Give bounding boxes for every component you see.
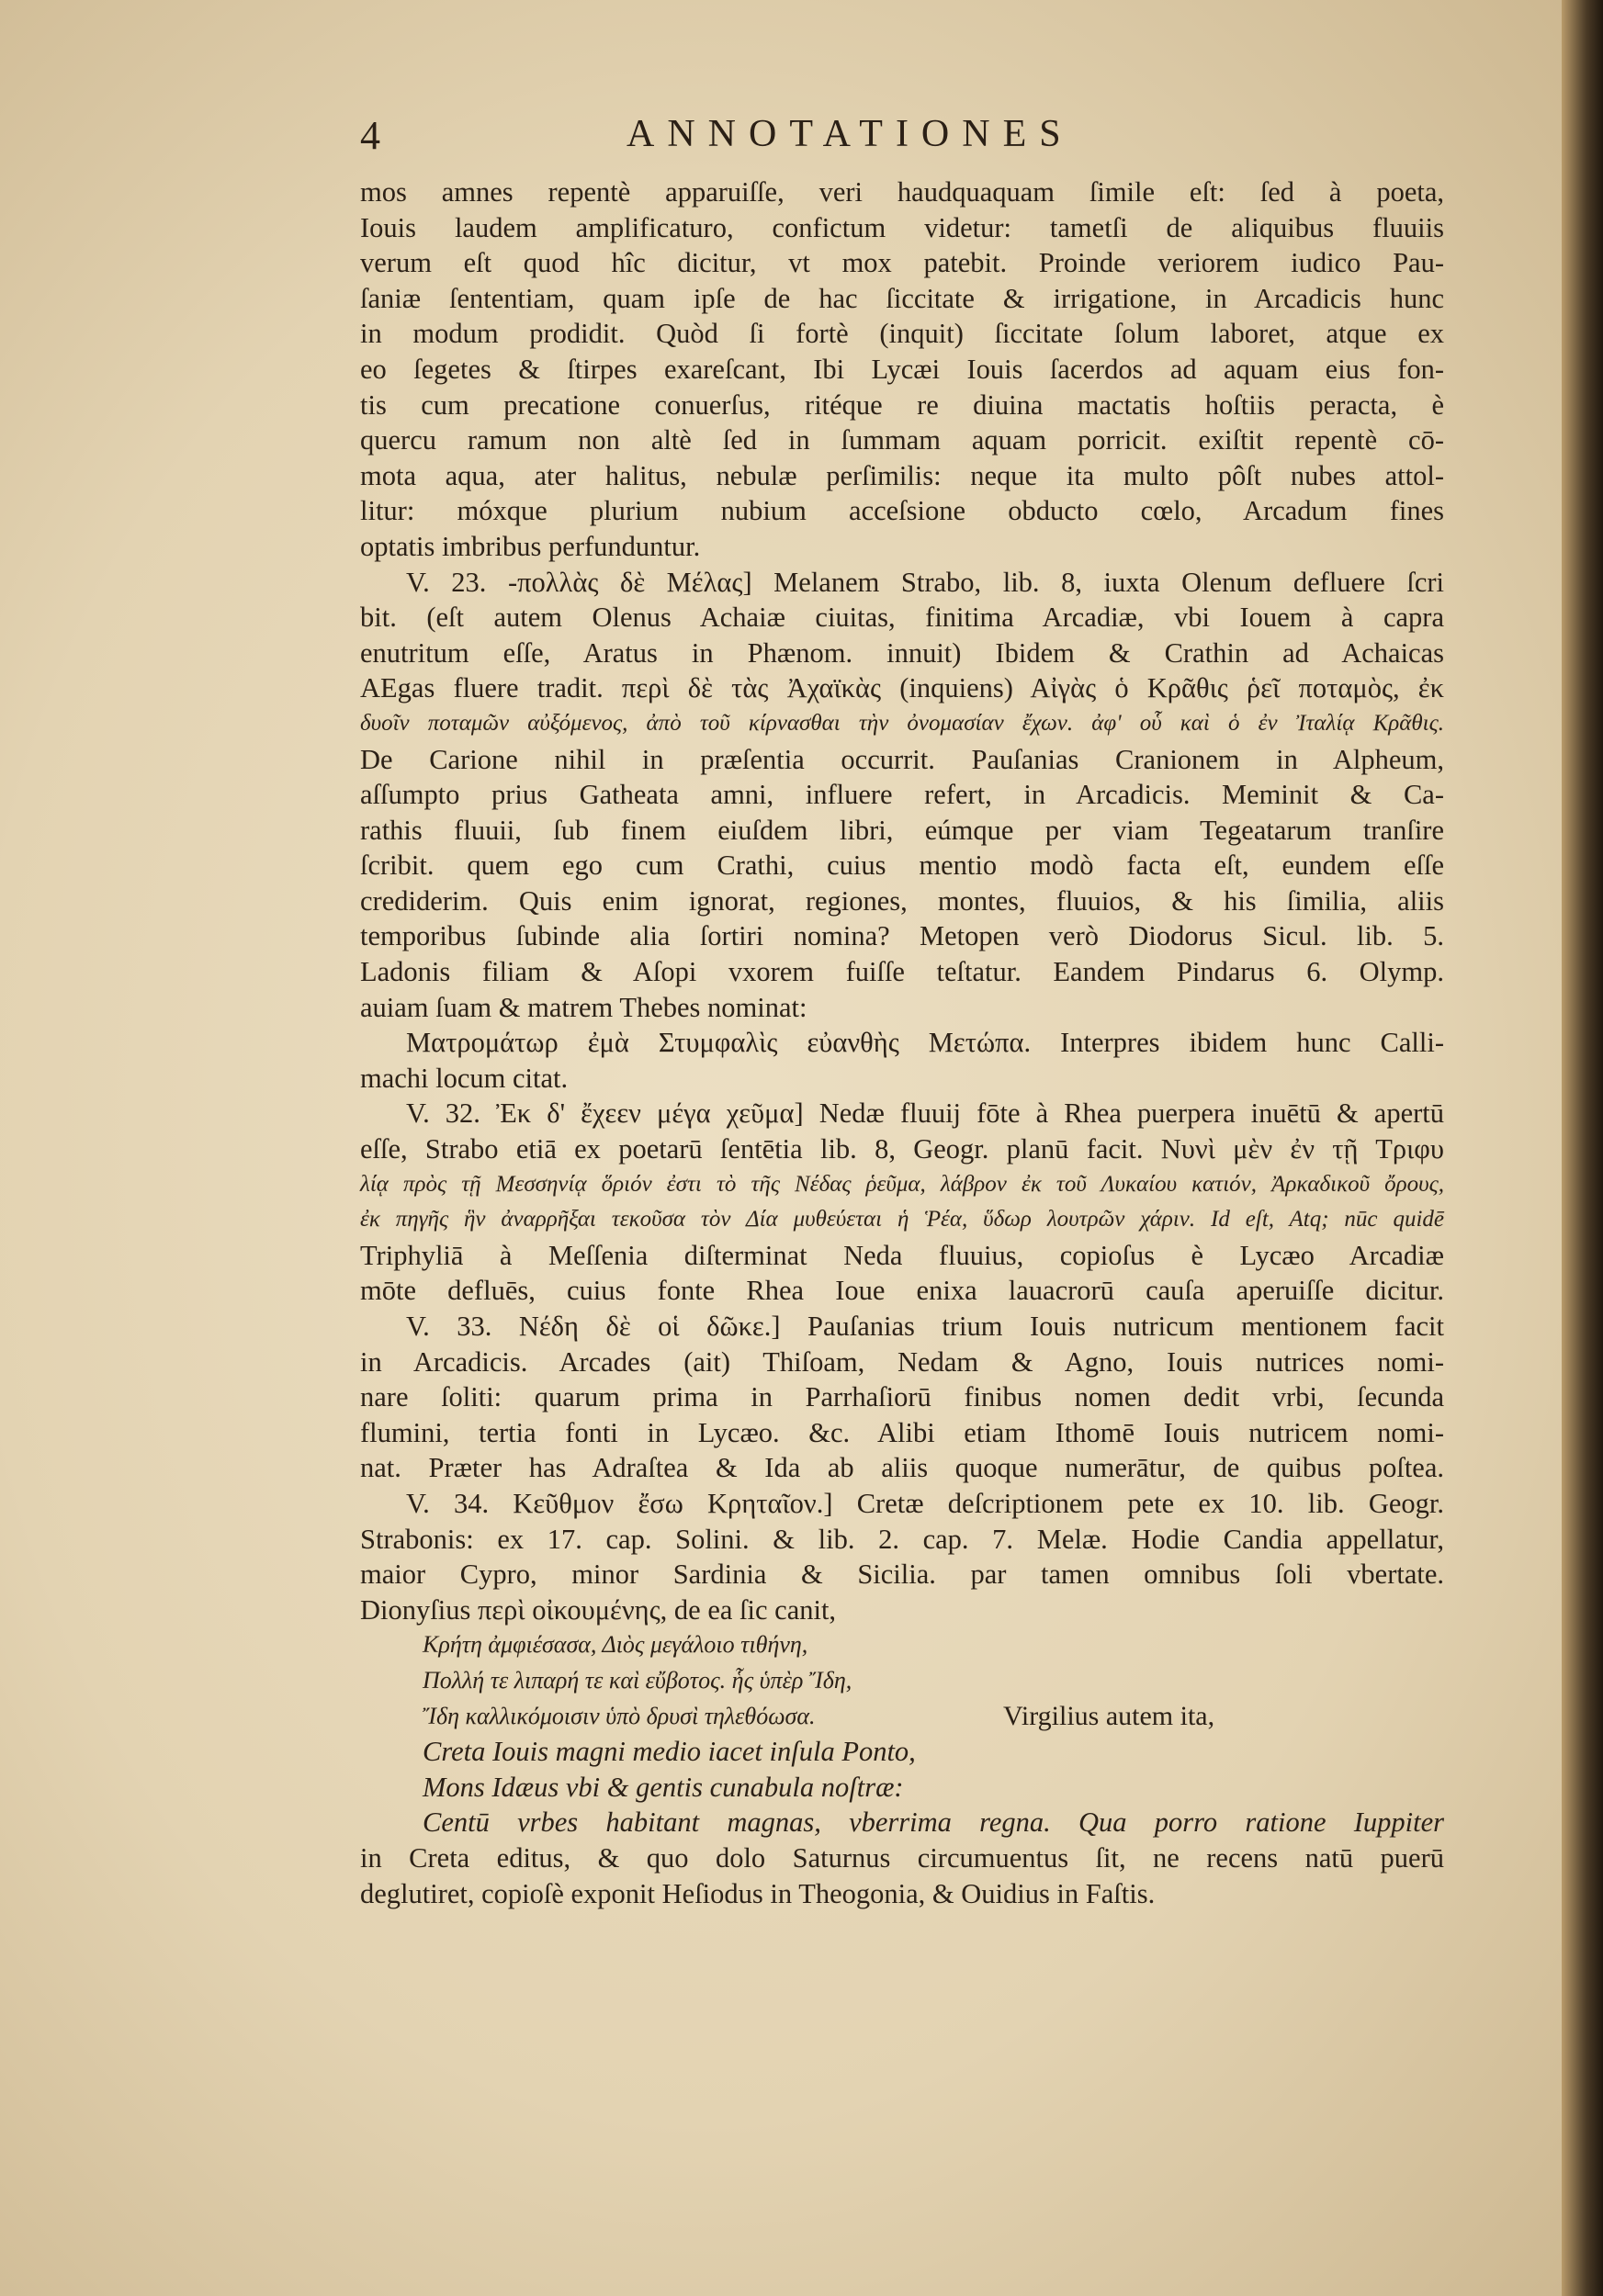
text-line: tis cum precatione conuerſus, ritéque re diuina mactatis hoſtiis peracta, è bbox=[360, 388, 1444, 421]
text-line: quercu ramum non altè ſed in ſummam aquam porricit. exiſtit repentè cō- bbox=[360, 424, 1444, 456]
text-line: De Carione nihil in præſentia occurrit. Pauſanias Cranionem in Alpheum, bbox=[360, 743, 1444, 775]
text-line: eſſe, Strabo etiā ex poetarū ſentētia lib. 8, Geogr. planū facit. Νυνὶ μὲν ἐν τῇ Τριφυ bbox=[360, 1133, 1444, 1165]
text-line: V. 23. -πολλὰς δὲ Μέλας] Melanem Strabo, lib. 8, iuxta Olenum defluere ſcri bbox=[406, 566, 1444, 598]
text-line: rathis fluuii, ſub finem eiuſdem libri, eúmque per viam Tegeatarum tranſire bbox=[360, 814, 1444, 846]
text-line: optatis imbribus perfunduntur. bbox=[360, 530, 701, 562]
text-line: aſſumpto prius Gatheata amni, influere refert, in Arcadicis. Meminit & Ca- bbox=[360, 779, 1444, 811]
text-line: nare ſoliti: quarum prima in Parrhaſiorū finibus nomen dedit vrbi, ſecunda bbox=[360, 1381, 1444, 1413]
text-line: mos amnes repentè apparuiſſe, veri haudquaquam ſimile eſt: ſed à poeta, bbox=[360, 176, 1444, 208]
running-title: ANNOTATIONES bbox=[627, 113, 1074, 155]
latin-verse-line: Mons Idæus vbi & gentis cunabula noſtræ: bbox=[423, 1771, 904, 1803]
text-line: in modum prodidit. Quòd ſi fortè (inquit) ſiccitate ſolum laboret, atque ex bbox=[360, 318, 1444, 350]
text-line: ſaniæ ſententiam, quam ipſe de hac ſiccitate & irrigatione, in Arcadicis hunc bbox=[360, 282, 1444, 314]
text-line: Triphyliā à Meſſenia diſterminat Neda fluuius, copioſus è Lycæo Arcadiæ bbox=[360, 1239, 1444, 1271]
greek-verse-text: Ἴδη καλλικόμοισιν ὑπὸ δρυσὶ τηλεθόωσα. bbox=[423, 1702, 816, 1729]
text-line: maior Cypro, minor Sardinia & Sicilia. par tamen omnibus ſoli vbertate. bbox=[360, 1559, 1444, 1591]
verse-intro-text: Virgilius autem ita, bbox=[1003, 1700, 1215, 1731]
book-gutter bbox=[1562, 0, 1603, 2296]
page-header bbox=[360, 112, 1279, 167]
page-body bbox=[360, 174, 1444, 1911]
text-line: Iouis laudem amplificaturo, confictum videtur: tametſi de aliquibus fluuiis bbox=[360, 211, 1444, 243]
text-line: V. 33. Νέδη δὲ οἱ δῶκε.] Pauſanias trium Iouis nutricum mentionem facit bbox=[406, 1311, 1444, 1342]
greek-verse-line: Πολλή τε λιπαρή τε καὶ εὔβοτος. ἧς ὑπὲρ Ἴδη, bbox=[423, 1666, 852, 1694]
greek-verse-line bbox=[360, 1699, 1444, 1735]
greek-line: ἐκ πηγῆς ἣν ἀναρρῆξαι τεκοῦσα τὸν Δία μυθεύεται ἡ Ῥέα, ὕδωρ λουτρῶν χάριν. Id eſt, Atq; nūc quidē bbox=[360, 1207, 1444, 1232]
text-line: V. 34. Κεῦθμον ἔσω Κρηταῖον.] Cretæ deſcriptionem pete ex 10. lib. Geogr. bbox=[406, 1487, 1444, 1519]
text-line: in Arcadicis. Arcades (ait) Thiſoam, Nedam & Agno, Iouis nutrices nomi- bbox=[360, 1345, 1444, 1378]
text-line: litur: móxque plurium nubium acceſsione obducto cœlo, Arcadum fines bbox=[360, 495, 1444, 527]
text-line: auiam ſuam & matrem Thebes nominat: bbox=[360, 991, 807, 1023]
text-line: deglutiret, copioſè exponit Heſiodus in Theogonia, & Ouidius in Faſtis. bbox=[360, 1877, 1156, 1909]
folio-number: 4 bbox=[360, 113, 380, 158]
text-line: AEgas fluere tradit. περὶ δὲ τὰς Ἀχαϊκὰς (inquiens) Αἰγὰς ὁ Κρᾶθις ῥεῖ ποταμὸς, ἐκ bbox=[360, 672, 1444, 704]
text-line: flumini, tertia fonti in Lycæo. &c. Alibi etiam Ithomē Iouis nutricem nomi- bbox=[360, 1416, 1444, 1448]
text-line: machi locum citat. bbox=[360, 1062, 569, 1094]
greek-verse-line: Κρήτη ἀμφιέσασα, Διὸς μεγάλοιο τιθήνη, bbox=[423, 1631, 808, 1659]
text-line: crediderim. Quis enim ignorat, regiones, montes, fluuios, & his ſimilia, aliis bbox=[360, 884, 1444, 917]
greek-line: δυοῖν ποταμῶν αὐξόμενος, ἀπὸ τοῦ κίρνασθαι τὴν ὀνομασίαν ἔχων. ἀφ' οὗ καὶ ὁ ἐν Ἰταλίᾳ Κρᾶθις. bbox=[360, 710, 1444, 736]
text-line: mōte defluēs, cuius fonte Rhea Ioue enixa lauacrorū cauſa aperuiſſe dicitur. bbox=[360, 1275, 1444, 1307]
text-line: V. 32. Ἐκ δ' ἔχεεν μέγα χεῦμα] Nedæ fluuij fōte à Rhea puerpera inuētū & apertū bbox=[406, 1097, 1444, 1130]
text-line: Ladonis filiam & Aſopi vxorem fuiſſe teſtatur. Eandem Pindarus 6. Olymp. bbox=[360, 956, 1444, 988]
text-line: nat. Præter has Adraſtea & Ida ab aliis quoque numerātur, de quibus poſtea. bbox=[360, 1452, 1444, 1484]
text-line: in Creta editus, & quo dolo Saturnus circumuentus ſit, ne recens natū puerū bbox=[360, 1841, 1444, 1874]
text-line: Strabonis: ex 17. cap. Solini. & lib. 2. cap. 7. Melæ. Hodie Candia appellatur, bbox=[360, 1523, 1444, 1555]
text-line: bit. (eſt autem Olenus Achaiæ ciuitas, finitima Arcadiæ, vbi Iouem à capra bbox=[360, 602, 1444, 634]
latin-verse-line: Creta Iouis magni medio iacet inſula Ponto, bbox=[423, 1736, 916, 1768]
text-line: mota aqua, ater halitus, nebulæ perſimilis: neque ita multo pôſt nubes attol- bbox=[360, 459, 1444, 491]
text-line: enutritum eſſe, Aratus in Phænom. innuit) Ibidem & Crathin ad Achaicas bbox=[360, 636, 1444, 669]
text-line: Dionyſius περὶ οἰκουμένης, de ea ſic canit, bbox=[360, 1593, 837, 1626]
text-line: temporibus ſubinde alia ſortiri nomina? Metopen verò Diodorus Sicul. lib. 5. bbox=[360, 920, 1444, 952]
text-line: eo ſegetes & ſtirpes exareſcant, Ibi Lycæi Iouis ſacerdos ad aquam eius fon- bbox=[360, 353, 1444, 385]
text-line: Centū vrbes habitant magnas, vberrima regna. Qua porro ratione Iuppiter bbox=[423, 1806, 1444, 1839]
text-line: ſcribit. quem ego cum Crathi, cuius mentio modò facta eſt, eundem eſſe bbox=[360, 850, 1444, 882]
greek-line: λίᾳ πρὸς τῇ Μεσσηνίᾳ ὅριόν ἐστι τὸ τῆς Νέδας ῥεῦμα, λάβρον ἐκ τοῦ Λυκαίου κατιόν, Ἀρκαδικοῦ ὄρους, bbox=[360, 1171, 1444, 1197]
text-line: verum eſt quod hîc dicitur, vt mox patebit. Proinde veriorem iudico Pau- bbox=[360, 247, 1444, 279]
text-line: Ματρομάτωρ ἐμὰ Στυμφαλὶς εὐανθὴς Μετώπα. Interpres ibidem hunc Calli- bbox=[406, 1027, 1444, 1059]
